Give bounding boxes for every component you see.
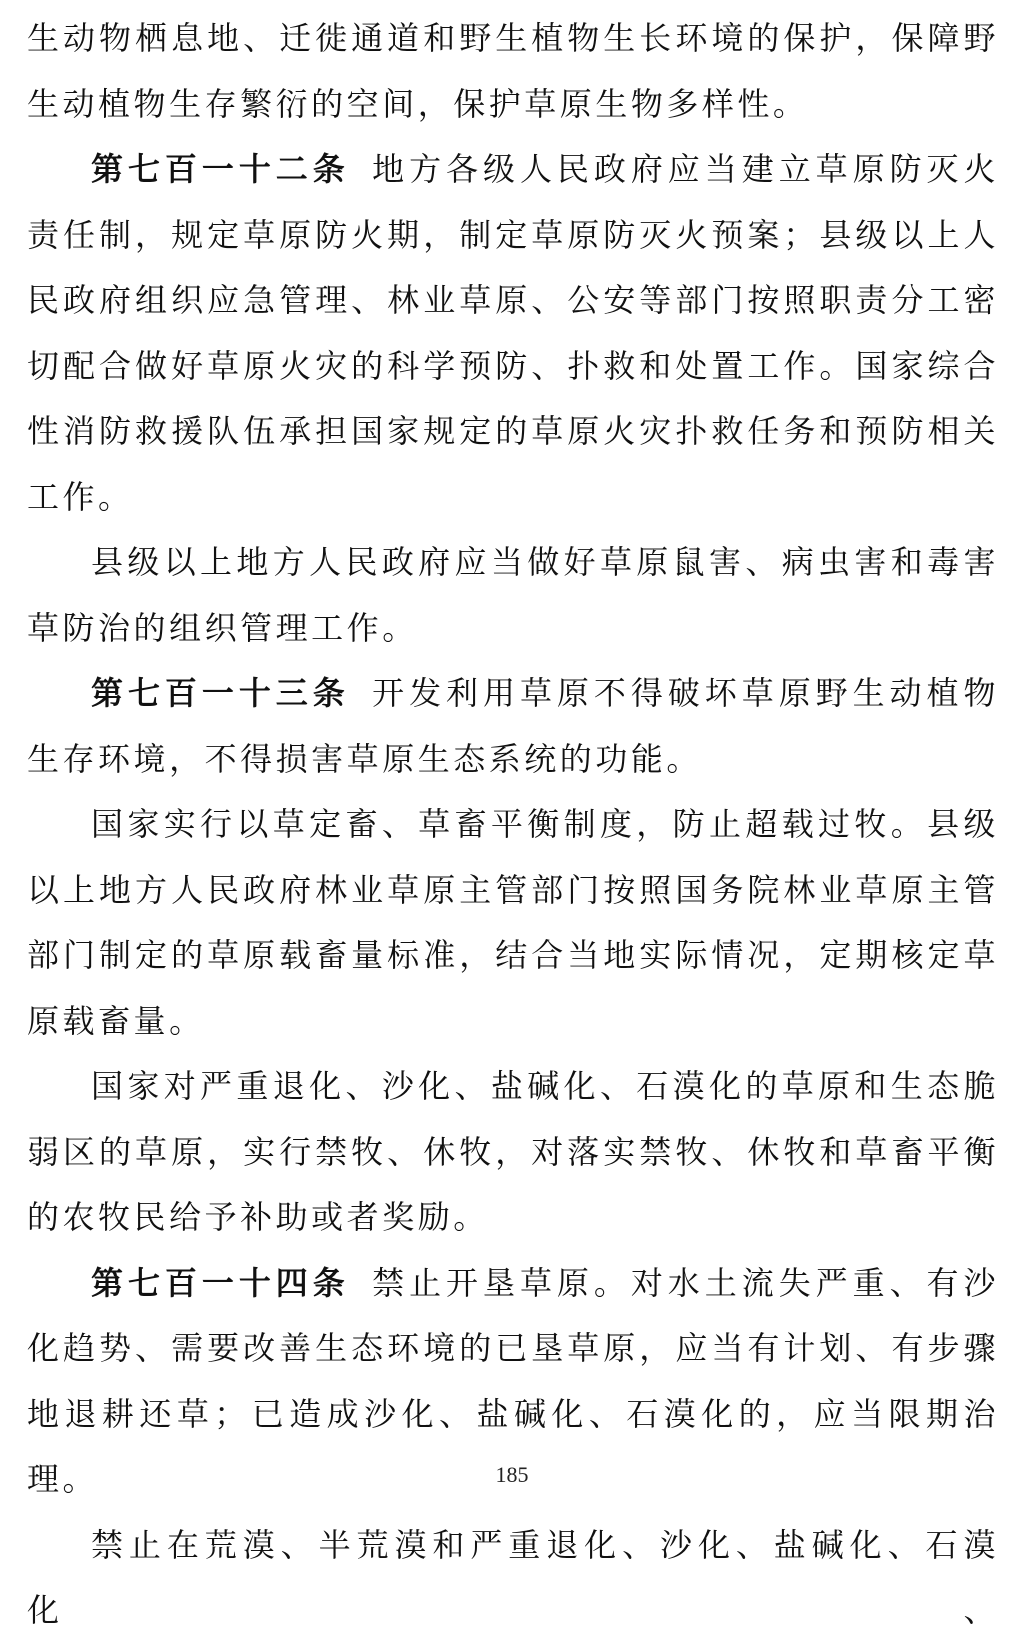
article-number: 第七百一十二条 <box>91 150 350 188</box>
paragraph-text: 县级以上地方人民政府应当做好草原鼠害、病虫害和毒害草防治的组织管理工作。 <box>27 543 999 647</box>
article-712-paragraph <box>27 137 999 530</box>
article-713-paragraph <box>27 661 999 792</box>
paragraph-text: 国家对严重退化、沙化、盐碱化、石漠化的草原和生态脆弱区的草原，实行禁牧、休牧，对落实禁牧、休牧和草畜平衡的农牧民给予补助或者奖励。 <box>27 1067 999 1236</box>
paragraph-text: 生动物栖息地、迁徙通道和野生植物生长环境的保护，保障野生动植物生存繁衍的空间，保护草原生物多样性。 <box>27 19 999 123</box>
paragraph-continuation <box>27 6 999 137</box>
paragraph-text: 开发利用草原不得破坏草原野生动植物生存环境，不得损害草原生态系统的功能。 <box>27 674 1000 778</box>
page-number: 185 <box>495 1462 529 1487</box>
article-number: 第七百一十三条 <box>91 674 350 712</box>
paragraph-text: 地方各级人民政府应当建立草原防灭火责任制，规定草原防火期，制定草原防灭火预案；县级以上人民政府组织应急管理、林业草原、公安等部门按照职责分工密切配合做好草原火灾的科学预防、扑救和处置工作。国家综合性消防救援队伍承担国家规定的草原火灾扑救任务和预防相关工作。 <box>27 150 1000 516</box>
paragraph-text: 禁止开垦草原。对水土流失严重、有沙化趋势、需要改善生态环境的已垦草原，应当有计划、有步骤地退耕还草；已造成沙化、盐碱化、石漠化的，应当限期治理。 <box>27 1263 1000 1498</box>
paragraph-text: 禁止在荒漠、半荒漠和严重退化、沙化、盐碱化、石漠化、 <box>27 1525 999 1629</box>
document-body <box>27 6 999 1644</box>
paragraph <box>27 1054 999 1251</box>
paragraph <box>27 530 999 661</box>
paragraph <box>27 792 999 1054</box>
paragraph-continues <box>27 1513 999 1644</box>
article-number: 第七百一十四条 <box>91 1263 350 1302</box>
paragraph-text: 国家实行以草定畜、草畜平衡制度，防止超载过牧。县级以上地方人民政府林业草原主管部门按照国务院林业草原主管部门制定的草原载畜量标准，结合当地实际情况，定期核定草原载畜量。 <box>27 805 999 1040</box>
